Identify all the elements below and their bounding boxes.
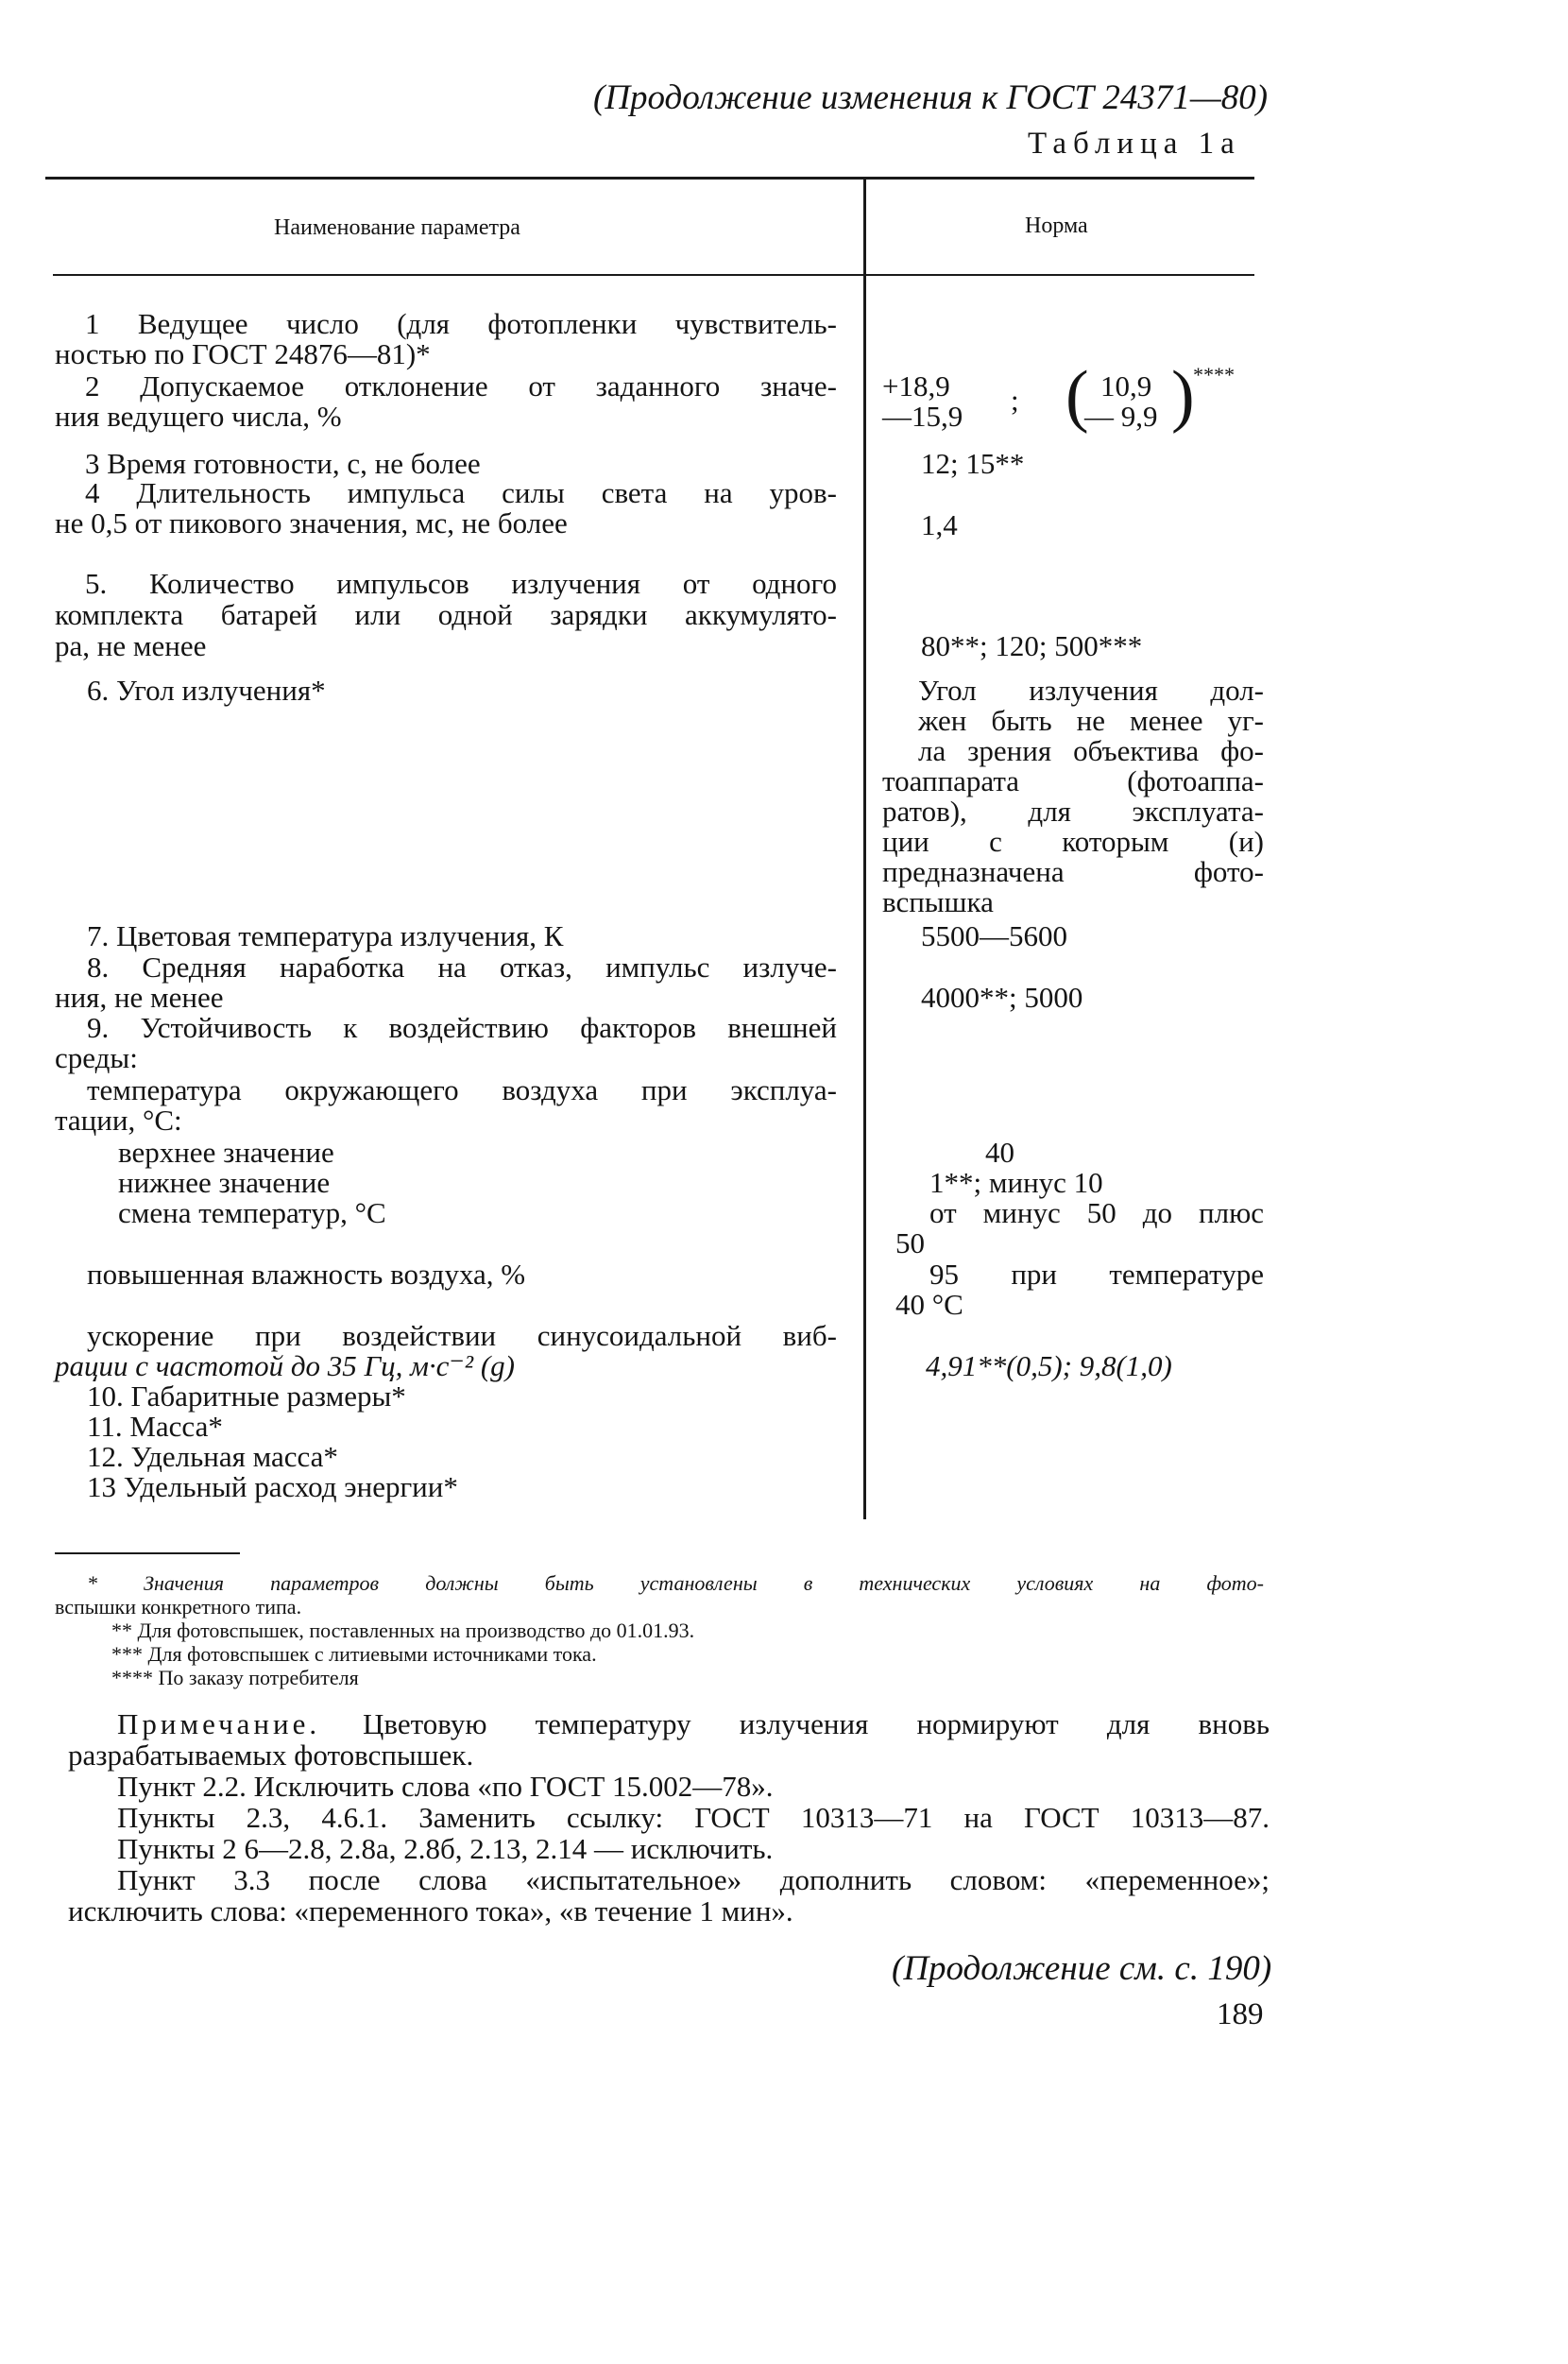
norm-angle-line-4: тоаппарата (фотоаппа- (882, 764, 1264, 797)
norm-upper: 40 (985, 1136, 1014, 1169)
row-11: 11. Масса* (87, 1410, 223, 1443)
column-header-parameter: Наименование параметра (274, 215, 520, 240)
note-label-text: Примечание. (117, 1707, 321, 1740)
row-lower-value: нижнее значение (118, 1166, 331, 1199)
right-paren-glyph: ) (1171, 357, 1195, 435)
paragraph-4-line-1: Пункт 3.3 после слова «испытательное» дополнить словом: «переменное»; (117, 1863, 1270, 1896)
row-9-line-1: 9. Устойчивость к воздействию факторов внешней (87, 1011, 837, 1044)
paragraph-1: Пункт 2.2. Исключить слова «по ГОСТ 15.002—78». (117, 1770, 774, 1803)
footnote-3: *** Для фотовспышек с литиевыми источниками тока. (111, 1642, 597, 1666)
norm-temp-change-line-2: 50 (895, 1226, 925, 1259)
footnote-4: **** По заказу потребителя (111, 1666, 359, 1689)
footnote-1-line-2: вспышки конкретного типа. (55, 1595, 302, 1619)
continuation-header: (Продолжение изменения к ГОСТ 24371—80) (593, 78, 1269, 117)
norm-pulse-duration: 1,4 (921, 508, 958, 541)
norm-pulse-count: 80**; 120; 500*** (921, 629, 1143, 662)
row-4-line-2: не 0,5 от пикового значения, мс, не более (55, 506, 568, 540)
row-4-line-1: 4 Длительность импульса силы света на уров- (85, 476, 837, 509)
row-9-line-2: среды: (55, 1041, 138, 1074)
paragraph-2: Пункты 2.3, 4.6.1. Заменить ссылку: ГОСТ 10313—71 на ГОСТ 10313—87. (117, 1801, 1270, 1834)
norm-deviation-minus: —15,9 (882, 400, 963, 433)
row-humidity: повышенная влажность воздуха, % (87, 1258, 526, 1291)
norm-vibration: 4,91**(0,5); 9,8(1,0) (926, 1349, 1172, 1382)
note-label (117, 1708, 320, 1739)
norm-angle-line-7: предназначена фото- (882, 855, 1264, 888)
row-3: 3 Время готовности, с, не более (85, 447, 481, 480)
norm-angle-line-3: ла зрения объектива фо- (918, 734, 1264, 767)
footnote-rule (55, 1552, 240, 1554)
row-10: 10. Габаритные размеры* (87, 1379, 406, 1413)
norm-deviation-plus: +18,9 (882, 369, 950, 403)
note-line-1: Цветовую температуру излучения нормируют для вновь (363, 1707, 1270, 1740)
norm-angle-line-6: ции с которым (и) (882, 825, 1264, 858)
norm-color-temp: 5500—5600 (921, 919, 1067, 952)
left-paren-glyph: ( (1065, 357, 1089, 435)
row-upper-value: верхнее значение (118, 1136, 334, 1169)
row-5-line-2: комплекта батарей или одной зарядки аккумулято- (55, 598, 837, 631)
paragraph-4-line-2: исключить слова: «переменного тока», «в течение 1 мин». (68, 1894, 793, 1927)
row-2-line-2: ния ведущего числа, % (55, 400, 342, 433)
table-label: Таблица 1а (1028, 127, 1241, 161)
norm-angle-line-2: жен быть не менее уг- (918, 704, 1264, 737)
row-vibration-line-1: ускорение при воздействии синусоидальной виб- (87, 1319, 837, 1352)
norm-mtbf: 4000**; 5000 (921, 981, 1083, 1014)
row-6: 6. Угол излучения* (87, 674, 326, 707)
continued-note: (Продолжение см. с. 190) (892, 1949, 1272, 1988)
norm-temp-change-line-1: от минус 50 до плюс (929, 1196, 1264, 1229)
norm-deviation-alt-bottom: — 9,9 (1084, 400, 1158, 433)
row-5-line-3: ра, не менее (55, 629, 207, 662)
norm-humidity-line-2: 40 °С (895, 1288, 963, 1321)
row-1-line-2: ностью по ГОСТ 24876—81)* (55, 337, 431, 370)
note-line-2: разрабатываемых фотовспышек. (68, 1739, 474, 1772)
row-temperature-line-1: температура окружающего воздуха при эксплуа- (87, 1073, 837, 1106)
row-12: 12. Удельная масса* (87, 1440, 338, 1473)
norm-deviation-alt-mark: **** (1192, 363, 1234, 386)
row-7: 7. Цветовая температура излучения, К (87, 919, 564, 952)
norm-lower: 1**; минус 10 (929, 1166, 1103, 1199)
row-vibration-line-2: рации с частотой до 35 Гц, м·с⁻² (g) (55, 1349, 515, 1382)
norm-deviation-alt-top: 10,9 (1100, 369, 1152, 403)
norm-humidity-line-1: 95 при температуре (929, 1258, 1264, 1291)
footnote-1-line-1: * Значения параметров должны быть установлены в технических условиях на фото- (87, 1571, 1264, 1595)
paragraph-3: Пункты 2 6—2.8, 2.8а, 2.8б, 2.13, 2.14 — исключить. (117, 1832, 774, 1865)
row-2-line-1: 2 Допускаемое отклонение от заданного значе- (85, 369, 837, 403)
row-8-line-1: 8. Средняя наработка на отказ, импульс излуче- (87, 951, 837, 984)
norm-angle-line-8: вспышка (882, 885, 994, 918)
row-1-line-1: 1 Ведущее число (для фотопленки чувствитель- (85, 307, 837, 340)
norm-ready-time: 12; 15** (921, 447, 1025, 480)
row-temperature-line-2: тации, °С: (55, 1104, 182, 1137)
row-13: 13 Удельный расход энергии* (87, 1470, 458, 1503)
table-column-divider (863, 180, 866, 1519)
row-5-line-1: 5. Количество импульсов излучения от одного (85, 567, 837, 600)
page-number: 189 (1217, 1997, 1264, 2031)
table-header-rule (53, 274, 1254, 276)
row-temp-change: смена температур, °С (118, 1196, 386, 1229)
column-header-norm: Норма (1025, 214, 1088, 238)
norm-deviation-separator: ; (1011, 384, 1019, 417)
norm-angle-line-1: Угол излучения дол- (918, 674, 1264, 707)
footnote-2: ** Для фотовспышек, поставленных на производство до 01.01.93. (111, 1619, 695, 1642)
row-8-line-2: ния, не менее (55, 981, 224, 1014)
norm-angle-line-5: ратов), для эксплуата- (882, 795, 1264, 828)
table-top-rule (45, 177, 1254, 180)
